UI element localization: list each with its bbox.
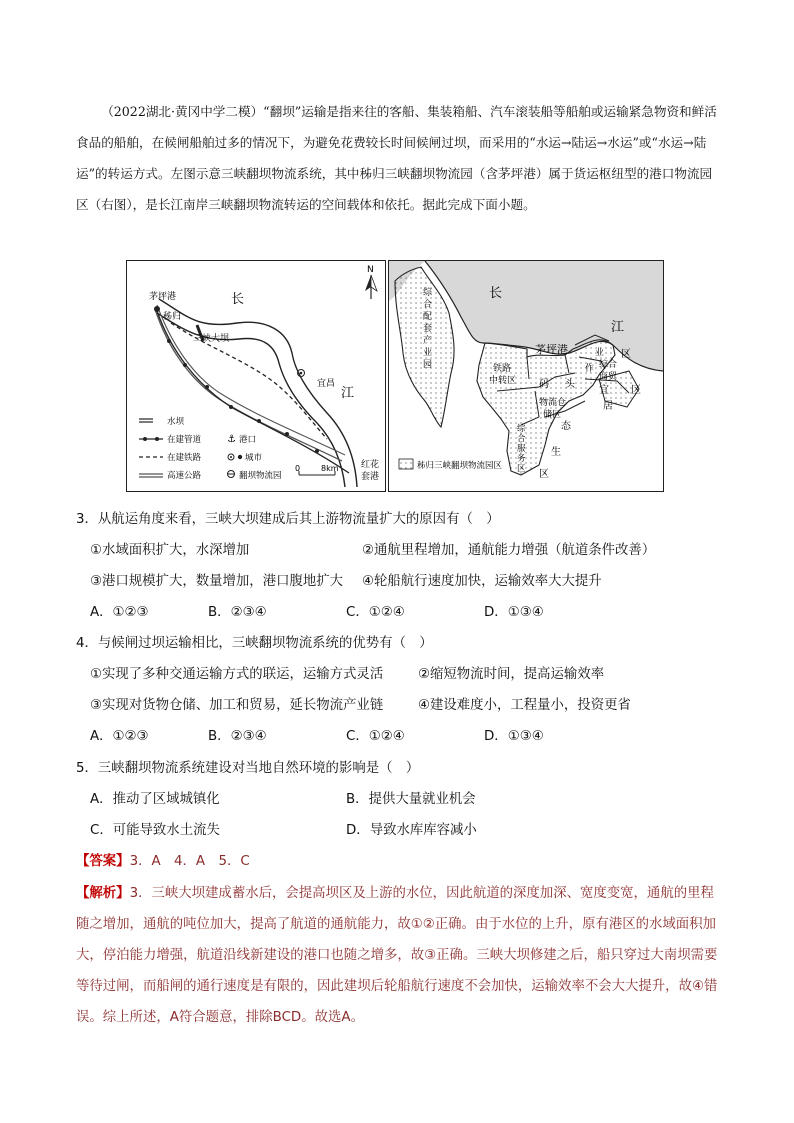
intro-paragraph: （2022湖北·黄冈中学二模）“翻坝”运输是指来往的客船、集装箱船、汽车滚装船等船舶或运输紧急物资和鲜活食品的船舶，在候闸船舶过多的情况下，为避免花费较长时间候闸过坝，而采用的“水运→陆运→水运”或“水运→陆运”的转运方式。左图示意三峡翻坝物流系统，其中秭归三峡翻坝物流园（含茅坪港）属于货运枢纽型的港口物流园区（右图），是长江南岸三峡翻坝物流转运的空间载体和依托。据此完成下面小题。 [76,104,717,212]
scale-zero: 0 [295,464,301,473]
svg-text:区: 区 [517,464,526,474]
right-label-jiang: 江 [611,320,625,335]
anchor-icon: ⚓ [227,434,236,445]
zone-cangchu-2: 储区 [543,410,562,420]
q4-item-2: ②缩短物流时间，提高运输效率 [418,667,605,682]
q5-choice-b[interactable]: B．提供大量就业机会 [346,792,476,807]
right-label-chang: 长 [489,286,503,301]
zone-matou-1: 码 [539,379,549,390]
q3-choice-b[interactable]: B．②③④ [208,605,267,620]
svg-text:配: 配 [423,312,433,322]
label-taogang: 套港 [361,472,380,482]
zone-sheng: 生 [551,447,561,458]
zone-qu-2: 区 [631,385,641,396]
q3-item-2: ②通航里程增加，通航能力增强（航道条件改善） [362,543,656,558]
answer-line [76,850,250,869]
q4-choice-d[interactable]: D．①③④ [484,729,544,744]
map-right [388,260,664,492]
q4-choice-a[interactable]: A．①②③ [90,729,149,744]
zone-qu-1: 区 [621,349,631,360]
label-zigui: 秭归 [163,312,182,322]
q3-choice-d[interactable]: D．①③④ [484,605,544,620]
explanation-block [76,878,718,1033]
legend-city: 城市 [245,453,263,463]
q3-stem: 3．从航运角度来看，三峡大坝建成后其上游物流量扩大的原因有（ ） [76,512,500,527]
svg-text:综: 综 [517,424,526,434]
map-left-svg [127,261,385,491]
q3-item-4: ④轮船航行速度加快，运输效率大大提升 [362,574,602,589]
intro-text-block [76,96,722,220]
q4-item-1: ①实现了多种交通运输方式的联运，运输方式灵活 [90,667,384,682]
right-legend-label: 秭归三峡翻坝物流园区 [417,461,503,471]
legend-logistics-park: 翻坝物流园 [239,471,282,481]
scale-label: 8km [321,464,339,473]
q4-stem: 4．与候闸过坝运输相比，三峡翻坝物流系统的优势有（ ） [76,636,433,651]
svg-text:园: 园 [423,360,433,370]
label-dam: 三峡大坝 [193,334,230,344]
q5-choice-a[interactable]: A．推动了区域城镇化 [90,792,220,807]
svg-text:务: 务 [517,454,526,464]
north-label: N [367,265,374,275]
svg-text:套: 套 [423,324,433,334]
answer-text: 3．A 4．A 5．C [129,854,250,869]
q5-choice-c[interactable]: C．可能导致水土流失 [90,823,220,838]
legend-dam: 水坝 [167,417,185,427]
svg-text:产: 产 [423,336,433,346]
zone-zuoye-1: 业 [595,348,605,358]
zone-tielu-2: 中转区 [489,376,517,386]
label-honghua: 红花 [361,460,380,470]
legend-railway: 在建铁路 [167,453,202,463]
q4-choice-c[interactable]: C．①②④ [346,729,405,744]
answer-tag: 【答案】 [76,854,130,869]
svg-text:综: 综 [423,288,433,298]
zone-qu-3: 区 [539,469,549,480]
q5-choice-d[interactable]: D．导致水库库容减小 [346,823,477,838]
q3-item-1: ①水域面积扩大，水深增加 [90,543,250,558]
label-yichang: 宜昌 [317,379,336,389]
zone-shangmao-2: 商贸 [599,372,618,382]
zone-tielu-1: 铁路 [493,364,512,374]
svg-text:服: 服 [517,444,526,454]
zone-shangmao-1: 综合 [599,360,618,370]
map-right-svg [389,261,663,491]
q3-choice-c[interactable]: C．①②④ [346,605,405,620]
zone-tai: 态 [561,421,571,432]
zone-yiju-2: 居 [603,401,613,412]
label-chang: 长 [231,292,245,307]
q4-item-4: ④建设难度小，工程量小，投资更省 [418,698,631,713]
zone-yiju-1: 宜 [599,385,609,396]
map-left [126,260,386,492]
zone-zuoye-2: 作 [585,364,595,374]
zone-matou-2: 头 [565,379,575,390]
right-label-port: 茅坪港 [535,343,568,356]
q4-item-3: ③实现对货物仓储、加工和贸易，延长物流产业链 [90,698,384,713]
q3-choice-a[interactable]: A．①②③ [90,605,149,620]
q4-choice-b[interactable]: B．②③④ [208,729,267,744]
zone-cangchu-1: 物流仓 [539,398,567,408]
north-arrow-icon [365,265,377,299]
svg-text:合: 合 [517,434,526,444]
map-left-legend [139,416,282,481]
legend-highway: 高速公路 [167,471,202,481]
explanation-tag: 【解析】 [76,886,130,901]
explanation-text: 3．三峡大坝建成蓄水后，会提高坝区及上游的水位，因此航道的深度加深、宽度变宽，通航的里程随之增加，通航的吨位加大，提高了航道的通航能力，故①②正确。由于水位的上升，原有港区的水域面积加大，停泊能力增强，航道沿线新建设的港口也随之增多，故③正确。三峡大坝修建之后，船只穿过大南坝需要等待过闸，而船闸的通行速度是有限的，因此建坝后轮船航行速度不会加快，运输效率不会大大提升，故④错误。综上所述，A符合题意，排除BCD。故选A。 [76,886,718,1025]
legend-port: 港口 [239,435,257,445]
q3-item-3: ③港口规模扩大，数量增加，港口腹地扩大 [90,574,344,589]
label-jiang: 江 [341,386,355,401]
zone-fuwu-label [517,423,526,474]
svg-text:业: 业 [423,348,433,358]
legend-swatch [399,459,413,469]
q5-stem: 5．三峡翻坝物流系统建设对当地自然环境的影响是（ ） [76,761,420,776]
city-zigui-marker [154,306,160,312]
legend-pipeline: 在建管道 [167,435,202,445]
label-maoping: 茅坪港 [149,292,177,302]
figure-area [126,260,664,492]
svg-text:合: 合 [423,300,433,310]
